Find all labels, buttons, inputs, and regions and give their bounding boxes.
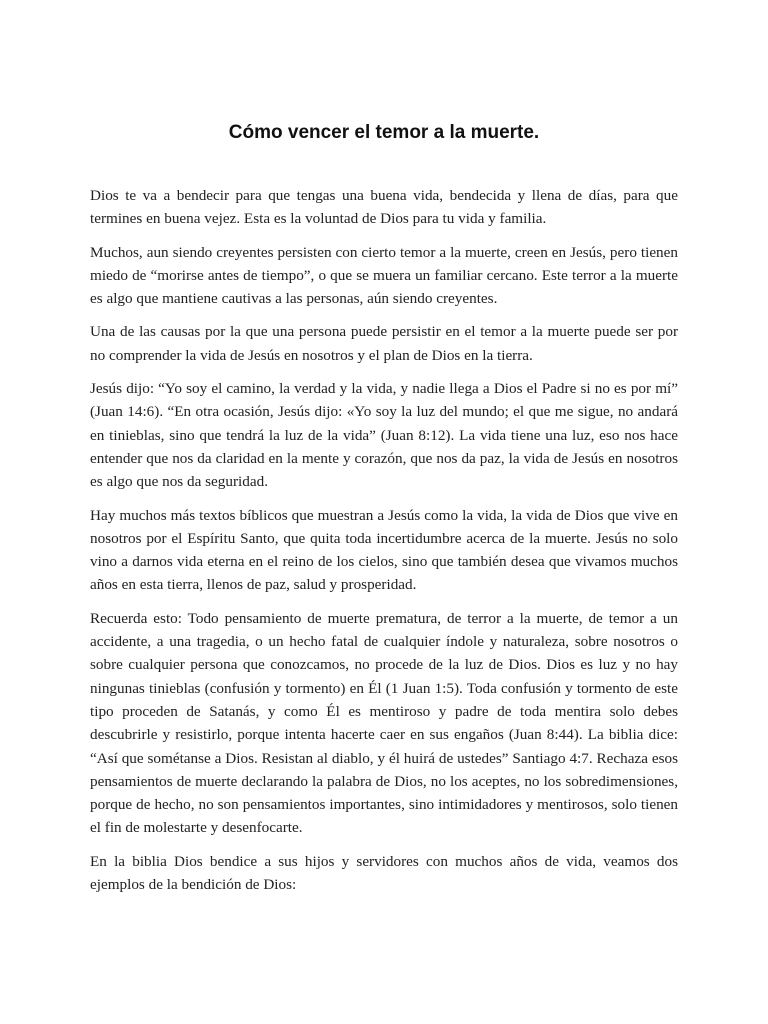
document-title: Cómo vencer el temor a la muerte.: [228, 122, 540, 143]
paragraph-5: Hay muchos más textos bíblicos que muestran a Jesús como la vida, la vida de Dios que vive en nosotros por el Espíritu Santo, que quita toda incertidumbre acerca de la muerte. Jesús no solo vino a darnos vida eterna en el reino de los cielos, sino que también desea que vivamos muchos años en esta tierra, llenos de paz, salud y prosperidad.: [90, 506, 678, 594]
document-body: [90, 184, 678, 906]
paragraph-3: Una de las causas por la que una persona puede persistir en el temor a la muerte puede ser por no comprender la vida de Jesús en nosotros y el plan de Dios en la tierra.: [90, 323, 678, 364]
paragraph-1: Dios te va a bendecir para que tengas una buena vida, bendecida y llena de días, para que termines en buena vejez. Esta es la voluntad de Dios para tu vida y familia.: [90, 187, 678, 228]
paragraph-7: En la biblia Dios bendice a sus hijos y servidores con muchos años de vida, veamos dos ejemplos de la bendición de Dios:: [90, 852, 678, 894]
paragraph-6: Recuerda esto: Todo pensamiento de muerte prematura, de terror a la muerte, de temor a un accidente, a una tragedia, o un hecho fatal de cualquier índole y naturaleza, sobre nosotros o sobre cualquier persona que conozcamos, no procede de la luz de Dios. Dios es luz y no hay ningunas tinieblas (confusión y tormento) en Él (1 Juan 1:5). Toda confusión y tormento de este tipo proceden de Satanás, y como Él es mentiroso y padre de toda mentira solo debes descubrirle y resistirlo, porque intenta hacerte caer en sus engaños (Juan 8:44). La biblia dice: “Así que sométanse a Dios. Resistan al diablo, y él huirá de ustedes” Santiago 4:7. Rechaza esos pensamientos de muerte declarando la palabra de Dios, no los aceptes, no los sobredimensiones, porque de hecho, no son pensamientos importantes, sino intimidadores y mentirosos, solo tienen el fin de molestarte y desenfocarte.: [90, 609, 678, 837]
paragraph-2: Muchos, aun siendo creyentes persisten con cierto temor a la muerte, creen en Jesús, pero tienen miedo de “morirse antes de tiempo”, o que se muera un familiar cercano. Este terror a la muerte es algo que mantiene cautivas a las personas, aún siendo creyentes.: [90, 243, 678, 308]
paragraph-4: Jesús dijo: “Yo soy el camino, la verdad y la vida, y nadie llega a Dios el Padre si no es por mí” (Juan 14:6). “En otra ocasión, Jesús dijo: «Yo soy la luz del mundo; el que me sigue, no andará en tinieblas, sino que tendrá la luz de la vida” (Juan 8:12). La vida tiene una luz, eso nos hace entender que nos da claridad en la mente y corazón, que nos da paz, la vida de Jesús en nosotros es algo que nos da seguridad.: [90, 380, 678, 491]
